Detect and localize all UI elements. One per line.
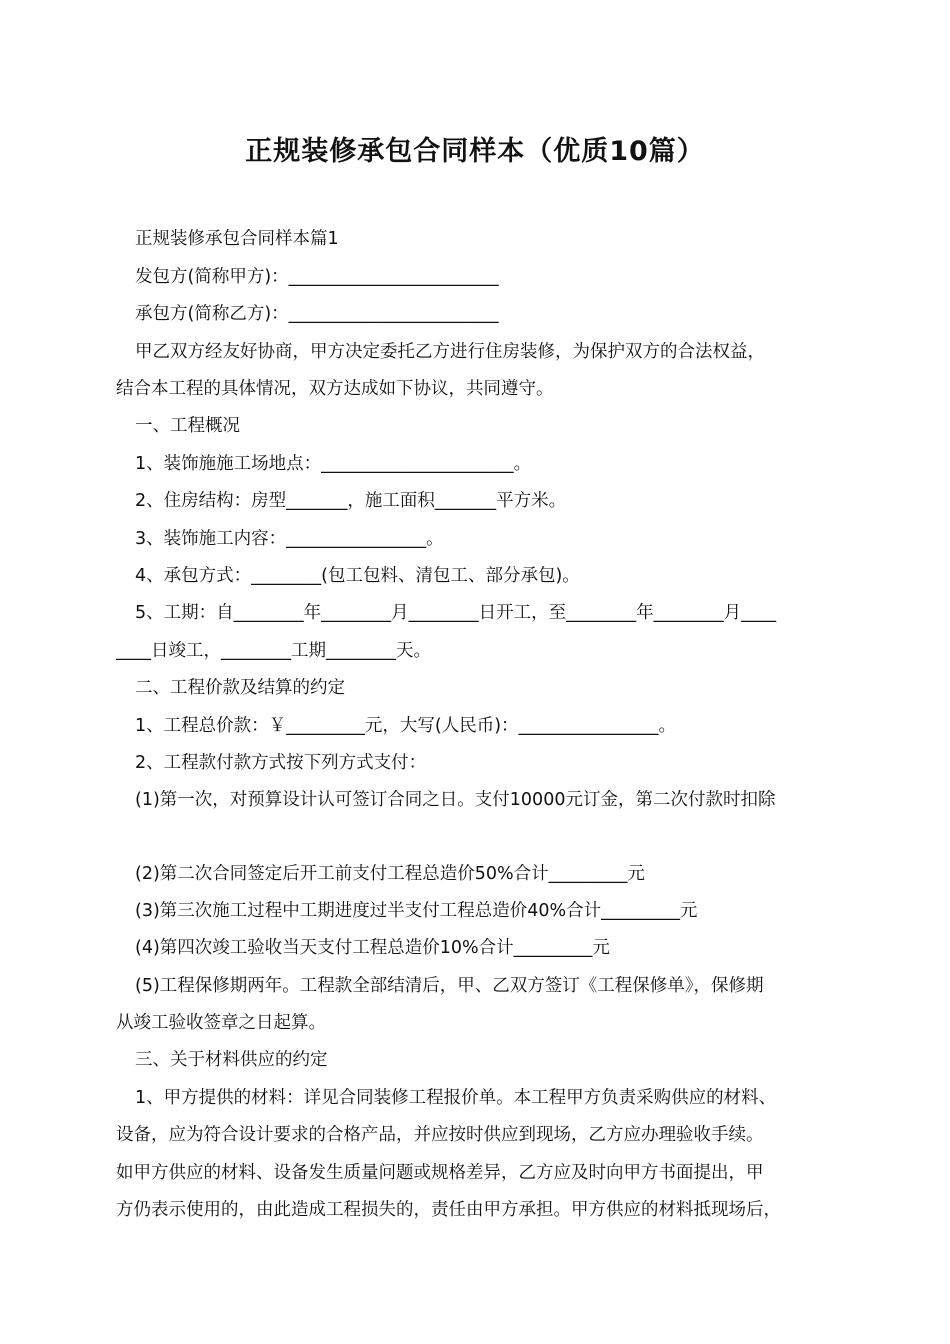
payment-line: (5)工程保修期两年。工程款全部结清后，甲、乙双方签订《工程保修单》，保修期 [135,976,764,996]
clause-line: 1、工程总价款：￥_________元，大写(人民币)：________________。 [135,716,677,736]
section-heading: 一、工程概况 [135,416,240,436]
payment-line: (4)第四次竣工验收当天支付工程总造价10%合计_________元 [135,938,610,958]
party-b-line: 承包方(简称乙方)：________________________ [135,304,499,324]
section-heading: 三、关于材料供应的约定 [135,1050,328,1070]
document-title: 正规装修承包合同样本（优质10篇） [245,136,705,167]
section-heading: 二、工程价款及结算的约定 [135,678,345,698]
paragraph-line: 结合本工程的具体情况，双方达成如下协议，共同遵守。 [116,379,554,399]
paragraph-line: 如甲方供应的材料、设备发生质量问题或规格差异，乙方应及时向甲方书面提出，甲 [116,1163,764,1183]
clause-line: 4、承包方式：________(包工包料、清包工、部分承包)。 [135,566,580,586]
clause-line: 1、装饰施施工场地点：______________________。 [135,454,532,474]
clause-line: 2、住房结构：房型_______，施工面积_______平方米。 [135,491,567,511]
payment-line: (3)第三次施工过程中工期进度过半支付工程总造价40%合计_________元 [135,901,698,921]
payment-line: (1)第一次，对预算设计认可签订合同之日。支付10000元订金，第二次付款时扣除 [135,790,776,810]
clause-line: ____日竣工，________工期________天。 [116,641,431,661]
paragraph-line: 设备，应为符合设计要求的合格产品，并应按时供应到现场，乙方应办理验收手续。 [116,1125,764,1145]
clause-line: 2、工程款付款方式按下列方式支付： [135,753,427,773]
clause-line: 3、装饰施工内容：________________。 [135,529,444,549]
paragraph-line: 甲乙双方经友好协商，甲方决定委托乙方进行住房装修，为保护双方的合法权益， [135,342,765,362]
clause-line: 5、工期：自________年________月________日开工，至________年________月____ [135,603,777,623]
party-a-line: 发包方(简称甲方)：________________________ [135,267,499,287]
paragraph-line: 1、甲方提供的材料：详见合同装修工程报价单。本工程甲方负责采购供应的材料、 [135,1088,777,1108]
payment-line: (2)第二次合同签定后开工前支付工程总造价50%合计_________元 [135,864,645,884]
payment-line: 从竣工验收签章之日起算。 [116,1013,326,1033]
section-heading: 正规装修承包合同样本篇1 [135,229,339,249]
paragraph-line: 方仍表示使用的，由此造成工程损失的，责任由甲方承担。甲方供应的材料抵现场后， [116,1200,781,1220]
